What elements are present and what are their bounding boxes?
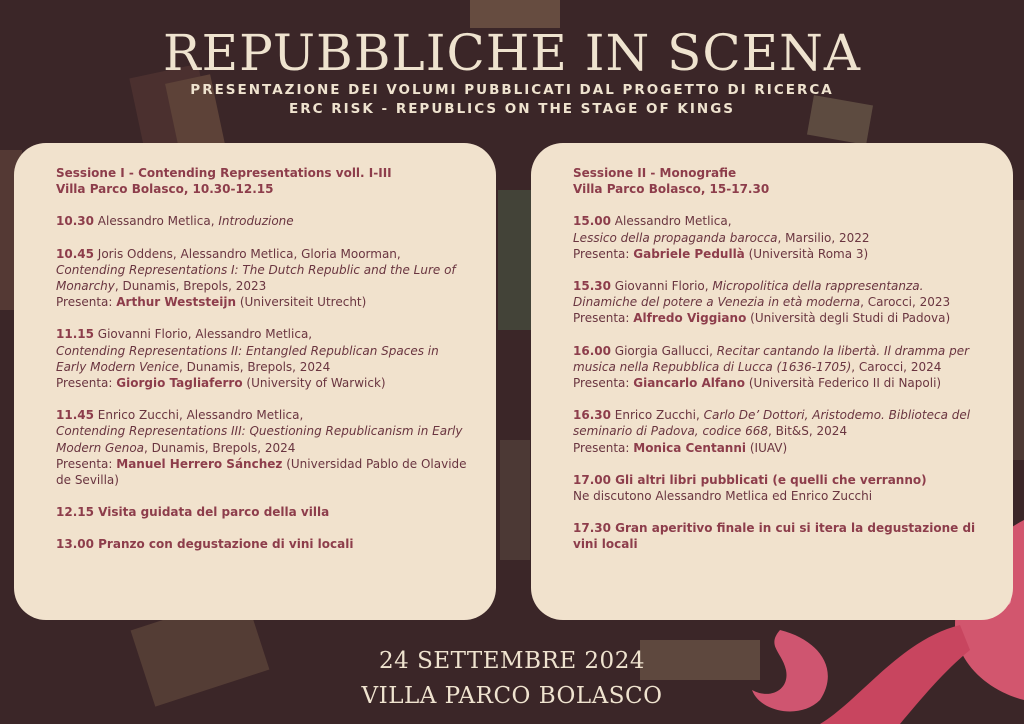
item-authors: Enrico Zucchi, Alessandro Metlica,	[97, 408, 304, 423]
presenter-affiliation: (University of Warwick)	[246, 376, 386, 391]
presenter-name: Arthur Weststeijn	[116, 295, 236, 310]
item-publisher: , Carocci, 2024	[851, 359, 942, 374]
presenta-label: Presenta:	[573, 246, 630, 261]
presenter-affiliation: (Universidad Pablo de Olavide de Sevilla)	[56, 456, 467, 488]
item-title: Contending Representations II: Entangled Republican Spaces in Early Modern Venice	[56, 343, 439, 374]
presenta-label: Presenta:	[573, 376, 630, 391]
schedule-item	[573, 343, 989, 392]
aperitivo-item: 17.30 Gran aperitivo finale in cui si itera la degustazione di vini locali	[573, 521, 976, 552]
presenter-name: Gabriele Pedullà	[633, 246, 745, 261]
schedule-item	[56, 213, 472, 229]
presenter-name: Giorgio Tagliaferro	[116, 376, 243, 391]
item-time: 11.15	[56, 327, 94, 342]
item-publisher: , Dunamis, Brepols, 2024	[144, 440, 296, 455]
item-authors: Giovanni Florio,	[614, 279, 709, 294]
item-publisher: , Dunamis, Brepols, 2023	[114, 279, 267, 294]
schedule-item	[56, 407, 472, 488]
session-2-card	[531, 143, 1013, 620]
item-title: Contending Representations I: The Dutch Republic and the Lure of Monarchy	[56, 262, 456, 294]
presenta-label: Presenta:	[56, 456, 113, 471]
item-authors: Enrico Zucchi,	[614, 408, 700, 423]
presenter-name: Monica Centanni	[633, 440, 747, 455]
schedule-item	[573, 278, 989, 327]
item-title: Recitar cantando la libertà. Il dramma per musica nella Repubblica di Lucca (1636-1705)	[573, 343, 970, 374]
schedule-item	[573, 472, 989, 504]
session-1-venue: Villa Parco Bolasco, 10.30-12.15	[56, 182, 274, 197]
item-time: 16.00	[573, 343, 611, 358]
item-time: 10.30	[56, 214, 94, 229]
subtitle-line-1: PRESENTAZIONE DEI VOLUMI PUBBLICATI DAL PROGETTO DI RICERCA	[190, 82, 834, 98]
item-publisher: , Marsilio, 2022	[777, 230, 870, 245]
item-title: Contending Representations III: Questioning Republicanism in Early Modern Genoa	[56, 424, 463, 455]
presenter-name: Giancarlo Alfano	[633, 376, 746, 391]
schedule-item	[56, 246, 472, 311]
item-title: Introduzione	[218, 214, 294, 229]
schedule-item	[573, 213, 989, 262]
schedule-item	[56, 326, 472, 391]
session-2-venue: Villa Parco Bolasco, 15-17.30	[573, 182, 770, 197]
event-venue: VILLA PARCO BOLASCO	[361, 683, 663, 709]
item-title: Micropolitica della rappresentanza. Dinamiche del potere a Venezia in età moderna	[573, 279, 924, 310]
item-time: 15.00	[573, 214, 611, 229]
item-time: 11.45	[56, 408, 94, 423]
item-authors: Giovanni Florio, Alessandro Metlica,	[97, 327, 313, 342]
schedule-item	[573, 407, 989, 456]
item-authors: Giorgia Gallucci,	[614, 343, 713, 358]
presenta-label: Presenta:	[573, 440, 630, 455]
page-title: REPUBBLICHE IN SCENA	[162, 24, 861, 82]
presenter-affiliation: (Università degli Studi di Padova)	[750, 311, 951, 326]
item-time: 16.30	[573, 408, 611, 423]
presenter-affiliation: (Università Roma 3)	[748, 246, 869, 261]
presenta-label: Presenta:	[573, 311, 630, 326]
item-title: Lessico della propaganda barocca	[573, 230, 778, 245]
presenter-affiliation: (IUAV)	[749, 440, 788, 455]
others-text: Ne discutono Alessandro Metlica ed Enrico Zucchi	[573, 489, 873, 504]
presenta-label: Presenta:	[56, 295, 113, 310]
presenter-affiliation: (Università Federico II di Napoli)	[748, 376, 942, 391]
others-title: 17.00 Gli altri libri pubblicati (e quelli che verranno)	[573, 472, 927, 487]
lunch-item: 13.00 Pranzo con degustazione di vini locali	[56, 537, 354, 552]
item-authors: Joris Oddens, Alessandro Metlica, Gloria Moorman,	[97, 246, 401, 261]
presenta-label: Presenta:	[56, 376, 113, 391]
item-time: 15.30	[573, 279, 611, 294]
item-publisher: , Carocci, 2023	[860, 295, 951, 310]
event-date: 24 SETTEMBRE 2024	[379, 648, 645, 674]
visit-item: 12.15 Visita guidata del parco della villa	[56, 505, 330, 520]
session-1-heading: Sessione I - Contending Representations voll. I-III	[56, 166, 392, 180]
item-publisher: , Dunamis, Brepols, 2024	[178, 359, 331, 374]
presenter-affiliation: (Universiteit Utrecht)	[239, 295, 367, 310]
item-title: Carlo De’ Dottori, Aristodemo. Biblioteca del seminario di Padova, codice 668	[573, 408, 971, 439]
item-publisher: , Bit&S, 2024	[768, 424, 848, 439]
item-time: 10.45	[56, 246, 94, 261]
presenter-name: Manuel Herrero Sánchez	[116, 456, 283, 471]
session-2-heading: Sessione II - Monografie	[573, 166, 737, 180]
subtitle-line-2: ERC RISK - REPUBLICS ON THE STAGE OF KINGS	[288, 101, 736, 117]
presenter-name: Alfredo Viggiano	[633, 311, 747, 326]
item-authors: Alessandro Metlica,	[97, 214, 215, 229]
session-1-card	[14, 143, 496, 620]
item-authors: Alessandro Metlica,	[614, 214, 732, 229]
